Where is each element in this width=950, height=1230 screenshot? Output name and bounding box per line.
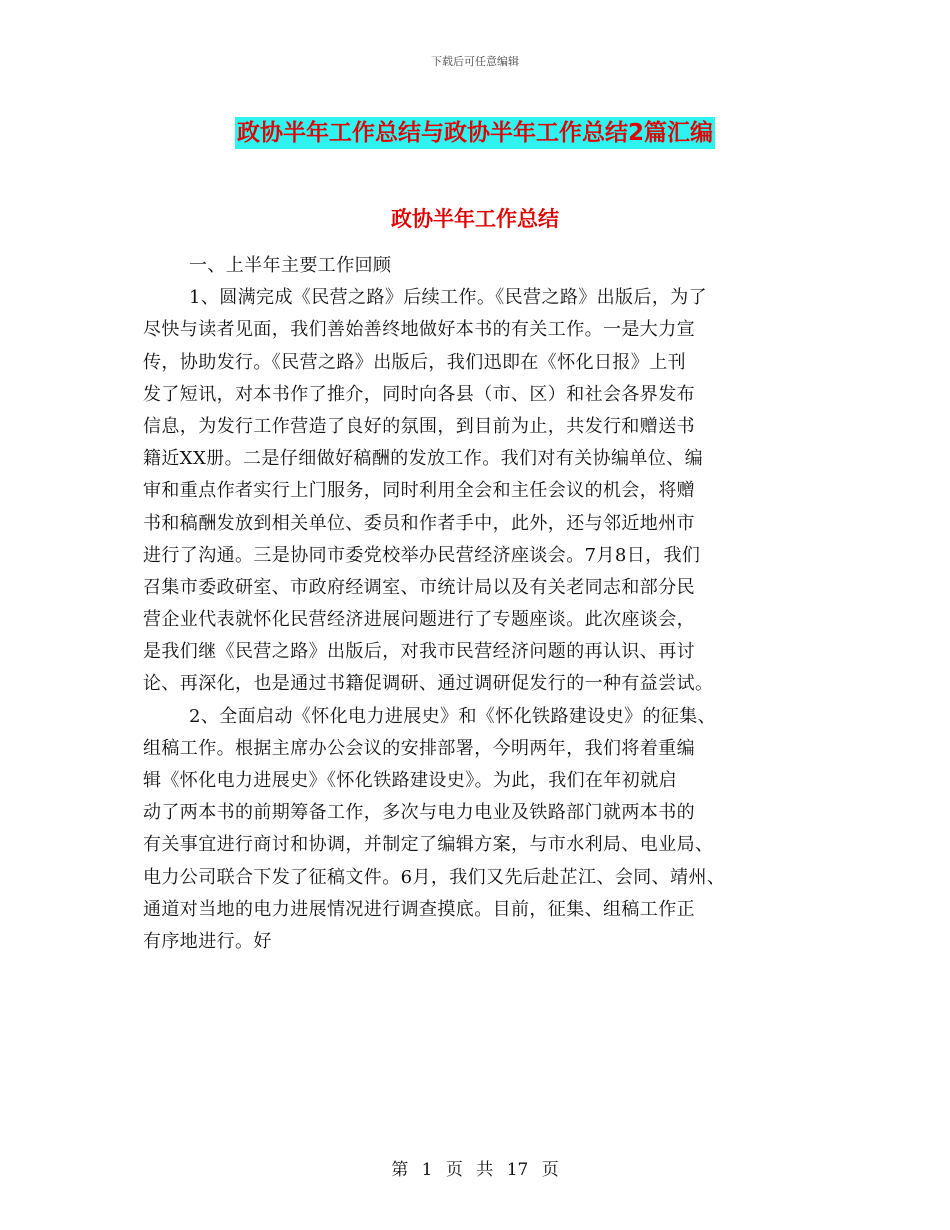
text-line: 通道对当地的电力进展情况进行调查摸底。目前，征集、组稿工作正 (143, 898, 695, 920)
text-line: 召集市委政研室、市政府经调室、市统计局以及有关老同志和部分民 (143, 576, 695, 598)
text-line: 2、全面启动《怀化电力进展史》和《怀化铁路建设史》的征集、 (189, 705, 717, 727)
text-line: 论、再深化，也是通过书籍促调研、通过调研促发行的一种有益尝试。 (143, 673, 714, 695)
document-title (0, 114, 950, 147)
section-title: 政协半年工作总结 (391, 207, 559, 231)
page-footer: 第 1 页 共 17 页 (391, 1160, 559, 1180)
text-line: 动了两本书的前期筹备工作，多次与电力电业及铁路部门就两本书的 (143, 802, 695, 824)
text-line: 籍近XX册。二是仔细做好稿酬的发放工作。我们对有关协编单位、编 (143, 448, 704, 470)
text-line: 进行了沟通。三是协同市委党校举办民营经济座谈会。7月8日，我们 (143, 544, 701, 566)
text-line: 尽快与读者见面，我们善始善终地做好本书的有关工作。一是大力宣 (143, 319, 695, 341)
header-note: 下载后可任意编辑 (431, 55, 519, 68)
text-line: 组稿工作。根据主席办公会议的安排部署，今明两年，我们将着重编 (143, 737, 695, 759)
text-line: 有序地进行。好 (143, 930, 272, 952)
text-line: 审和重点作者实行上门服务，同时利用全会和主任会议的机会，将赠 (143, 480, 695, 502)
text-line: 是我们继《民营之路》出版后，对我市民营经济问题的再认识、再讨 (143, 641, 695, 663)
text-line: 营企业代表就怀化民营经济进展问题进行了专题座谈。此次座谈会， (143, 609, 695, 631)
document-title-text: 政协半年工作总结与政协半年工作总结2篇汇编 (235, 117, 715, 149)
text-line: 一、上半年主要工作回顾 (189, 255, 392, 276)
body-text (143, 250, 813, 958)
text-line: 辑《怀化电力进展史》《怀化铁路建设史》。为此，我们在年初就启 (143, 770, 677, 791)
text-line: 有关事宜进行商讨和协调，并制定了编辑方案，与市水利局、电业局、 (143, 834, 714, 856)
text-line: 传，协助发行。《民营之路》出版后，我们迅即在《怀化日报》上刊 (143, 351, 686, 373)
text-line: 发了短讯，对本书作了推介，同时向各县（市、区）和社会各界发布 (143, 383, 695, 405)
text-line: 信息，为发行工作营造了良好的氛围，到目前为止，共发行和赠送书 (143, 415, 695, 437)
text-line: 电力公司联合下发了征稿文件。6月，我们又先后赴芷江、会同、靖州、 (143, 866, 726, 888)
text-line: 1、圆满完成《民营之路》后续工作。《民营之路》出版后，为了 (189, 287, 708, 309)
text-line: 书和稿酬发放到相关单位、委员和作者手中，此外，还与邻近地州市 (143, 512, 695, 534)
